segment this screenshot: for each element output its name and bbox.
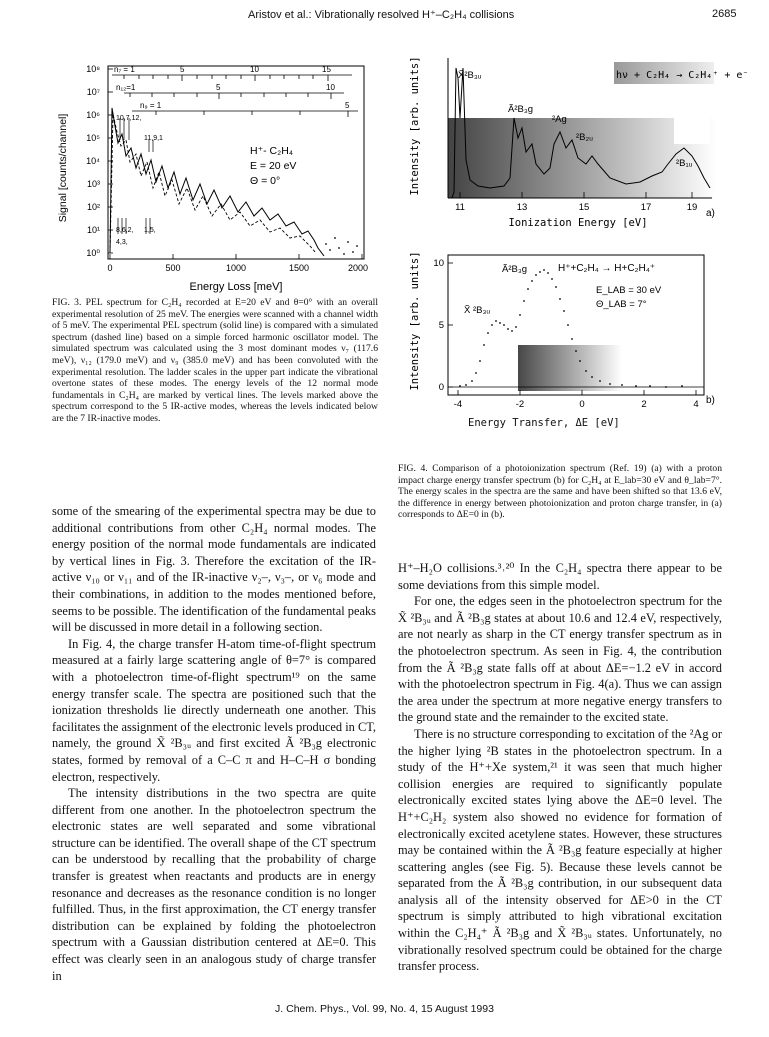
fig3-ladder-n9-label: n₉ = 1 [140, 101, 162, 110]
fig3-xtick: 0 [107, 263, 113, 273]
fig3-yticks [86, 64, 100, 258]
fig4b-shading [518, 345, 622, 391]
fig3-xtick: 2000 [347, 263, 369, 273]
fig4b-xtick: 0 [579, 399, 585, 410]
left-paragraph-3: The intensity distributions in the two spectra are quite different from one another. In the photoelectron spectrum the electronic states are well separated and some vibrational structure can be identified. The overall shape of the CT spectrum can be understood by recalling that the probability of charge transfer is greatest when reactants and products are in energy resonance and decreases as the resonance condition is no longer fulfilled. Thus, in the first approximation, the CT energy transfer distribution can be explained by folding the photoelectron spectrum with a Gaussian distribution centered at ΔE=0. This effect was clearly seen in an analogous study of charge transfer in [52, 786, 376, 983]
page-number: 2685 [712, 8, 737, 20]
fig3-legend-energy: E = 20 eV [250, 160, 297, 172]
fig4a-xtick: 19 [686, 202, 698, 213]
fig4a-state-2B2u: ²B₂ᵤ [576, 132, 593, 143]
fig4b-xtick: -4 [453, 399, 463, 410]
fig4b-ytick: 5 [438, 320, 444, 331]
fig3-xtick: 1000 [225, 263, 247, 273]
fig3-ytick: 10¹ [86, 225, 100, 235]
fig3-legend-angle: Θ = 0° [250, 175, 281, 187]
fig3-ytick: 10² [86, 202, 100, 212]
fig3-noise-points [325, 237, 358, 255]
fig4b-xtick: -2 [515, 399, 525, 410]
fig4b-plot [400, 245, 718, 415]
fig3-ytick: 10⁰ [86, 248, 100, 258]
fig4b-elab: E_LAB = 30 eV [596, 285, 662, 296]
right-column [398, 560, 722, 975]
fig4a-state-A: Ã²B₃g [508, 104, 533, 115]
fig3-ytick: 10⁵ [86, 133, 100, 143]
fig4a-xtick: 17 [640, 202, 652, 213]
fig4a-ylabel: Intensity [arb. units] [409, 56, 421, 196]
fig4a-panel-label: a) [706, 208, 715, 219]
fig3-ladders [112, 75, 358, 117]
fig3-xtick: 500 [165, 263, 181, 273]
fig3-ladder-n12-5: 5 [216, 83, 221, 92]
fig4b-thlab: Θ_LAB = 7° [596, 299, 647, 310]
fig4a-xlabel: Ionization Energy [eV] [508, 217, 648, 229]
fig3-ytick: 10⁶ [86, 110, 100, 120]
fig4a-state-X: X̃²B₃ᵤ [458, 70, 482, 81]
fig3-ladder-n7-15: 15 [322, 65, 331, 74]
journal-footer: J. Chem. Phys., Vol. 99, No. 4, 15 August 1993 [275, 1003, 494, 1015]
fig3-ladder-n9-5: 5 [345, 101, 350, 110]
fig4b-xtick: 4 [693, 399, 699, 410]
fig3-ytick: 10⁸ [86, 64, 100, 74]
fig3-ytick: 10³ [86, 179, 100, 189]
fig3-levels-below-3: 4,3, [116, 239, 128, 246]
right-paragraph-3: There is no structure corresponding to excitation of the ²Ag or the higher lying ²B states in the photoelectron spectrum. In a study of the H⁺+Xe system,²¹ it was seen that much higher collision energies are required to significantly populate electronically excited states lying above the ΔE=0 level. The H⁺+C₂H₂ system also showed no evidence for formation of electronically excited acetylene states. However, these structures may be contained within the Ã ²B₃g feature especially at higher scattering angles (see Fig. 5). Because these levels cannot be separated from the Ã ²B₃g contribution, in our subsequent data analysis all of the intensity observed for ΔE>0 in the CT spectrum is simply attributed to high vibrational excitation within the C₂H₄⁺ Ã ²B₃g and X̃ ²B₃ᵤ states. Unfortunately, no vibrationally resolved spectrum could be obtained for the charge transfer process. [398, 726, 722, 974]
fig4b-state-X: X̃ ²B₃ᵤ [464, 305, 490, 316]
left-column [52, 503, 376, 984]
fig4a-reaction: hν + C₂H₄ → C₂H₄⁺ + e⁻ [616, 70, 749, 81]
fig3-ladder-n7-5: 5 [180, 65, 185, 74]
right-paragraph-1: H⁺–H₂O collisions.³˒²⁰ In the C₂H₄ spectra there appear to be some deviations from this simple model. [398, 561, 722, 592]
fig3-levels-above-1: 10,7,12, [116, 115, 142, 122]
fig3-xlabel: Energy Loss [meV] [189, 281, 283, 293]
left-paragraph-2: In Fig. 4, the charge transfer H-atom time-of-flight spectrum measured at a fairly large scattering angle of θ=7° is compared with a photoelectron time-of-flight spectrum¹⁹ on the same energy transfer scale. The spectra are positioned such that the ionization thresholds lie directly underneath one another. This facilitates the assignment of the electronic levels produced in CT, namely, the ground X̃ ²B₃ᵤ and first excited Ã ²B₃g electronic states, formed by removal of a C–C π and H–C–H σ bonding electron, respectively. [52, 636, 376, 784]
fig3-ylabel: Signal [counts/channel] [57, 113, 69, 223]
running-title: Aristov et al.: Vibrationally resolved H⁺–C₂H₄ collisions [248, 9, 515, 21]
right-paragraph-2: For one, the edges seen in the photoelectron spectrum for the X̃ ²B₃ᵤ and Ã ²B₃g states at about 10.6 and 12.4 eV, respectively, are not nearly as sharp in the CT energy transfer spectrum as in the photoelectron spectrum. As seen in Fig. 4, the contribution from the Ã ²B₃g state falls off at about ΔE=−1.2 eV in accord with the photoelectron spectrum in Fig. 4(a). Thus we can assign the area under the spectrum at more negative energy transfers to the ground state and the remainder to the excited state. [398, 594, 722, 725]
fig4b-panel-label: b) [706, 395, 715, 406]
left-paragraph-1: some of the smearing of the experimental spectra may be due to additional contributions from other C₂H₄ normal modes. The energy position of the normal mode fundamentals are indicated by vertical lines in Fig. 3. Therefore the excitation of the IR-active ν₁₀ or ν₁₁ and of the IR-inactive ν₂–, ν₃–, or ν₆ mode and their combinations, in addition to the modes mentioned before, seems to be possible. The identification of the fundamental peaks will be discussed in more detail in a following section. [52, 504, 376, 635]
fig4-caption: FIG. 4. Comparison of a photoionization spectrum (Ref. 19) (a) with a proton impact charge energy transfer spectrum (b) for C₂H₄ at E_lab=30 eV and θ_lab=7°. The energy scales in the spectra are the same and have been shifted so that 13.6 eV, the difference in energy between photoionization and proton charge transfer, in (a) corresponds to ΔE=0 in (b). [398, 463, 722, 521]
fig4b-xtick: 2 [641, 399, 647, 410]
fig4a-xtick: 15 [578, 202, 590, 213]
fig4a-xtick: 13 [516, 202, 528, 213]
fig4a-plot [400, 48, 749, 232]
fig3-ladder-n7-10: 10 [250, 65, 259, 74]
fig3-ladder-n12-label: n₁₂=1 [116, 83, 136, 92]
fig3-levels-above-2: 11,9,1 [144, 135, 163, 142]
fig3-caption: FIG. 3. PEL spectrum for C₂H₄ recorded at E=20 eV and θ=0° with an overall experimental resolution of 25 meV. The energies were scanned with a channel width of 5 meV. The experimental PEL spectrum (solid line) is compared with a simulated spectrum (dashed line) based on a simple forced harmonic oscillator model. The simulated spectrum was calculated using the 3 most dominant modes ν₇ (117.6 meV), ν₁₂ (179.0 meV) and ν₉ (385.0 meV) and has been convoluted with the experimental resolution. The ladder scales in the upper part indicate the vibrational overtone states of these modes. The energy levels of the 12 normal mode fundamentals in C₂H₄ are marked by vertical lines. The levels marked above the spectrum correspond to the 5 IR-active modes, whereas the levels indicated below are the 7 IR-inactive modes. [52, 297, 378, 424]
fig3-levels-below-1: 8,6,2, [116, 227, 134, 234]
fig4b-reaction: H⁺+C₂H₄ → H+C₂H₄⁺ [558, 263, 656, 274]
fig3-plot [52, 48, 374, 298]
fig3-experimental-curve [110, 108, 324, 256]
fig4b-ytick: 0 [438, 382, 444, 393]
fig3-simulated-curve [110, 114, 316, 253]
fig4b-ylabel: Intensity [arb. units] [409, 251, 421, 391]
fig4a-xtick: 11 [455, 202, 465, 213]
fig3-ladder-n7-label: n₇ = 1 [114, 65, 135, 74]
fig3-ytick: 10⁴ [86, 156, 100, 166]
fig4b-ytick: 10 [433, 258, 444, 269]
fig4a-state-2Ag: ²Ag [552, 114, 567, 125]
fig4b-xlabel: Energy Transfer, ΔE [eV] [468, 417, 620, 429]
fig3-xtick: 1500 [288, 263, 310, 273]
fig3-ytick: 10⁷ [86, 87, 100, 97]
fig3-legend-reaction: H⁺- C₂H₄ [250, 145, 294, 157]
fig3-levels-below-2: 1,5, [144, 227, 156, 234]
fig3-ladder-n12-10: 10 [326, 83, 335, 92]
fig4a-state-2B1u: ²B₁ᵤ [676, 158, 693, 169]
fig4b-state-A: Ã²B₃g [502, 264, 527, 275]
